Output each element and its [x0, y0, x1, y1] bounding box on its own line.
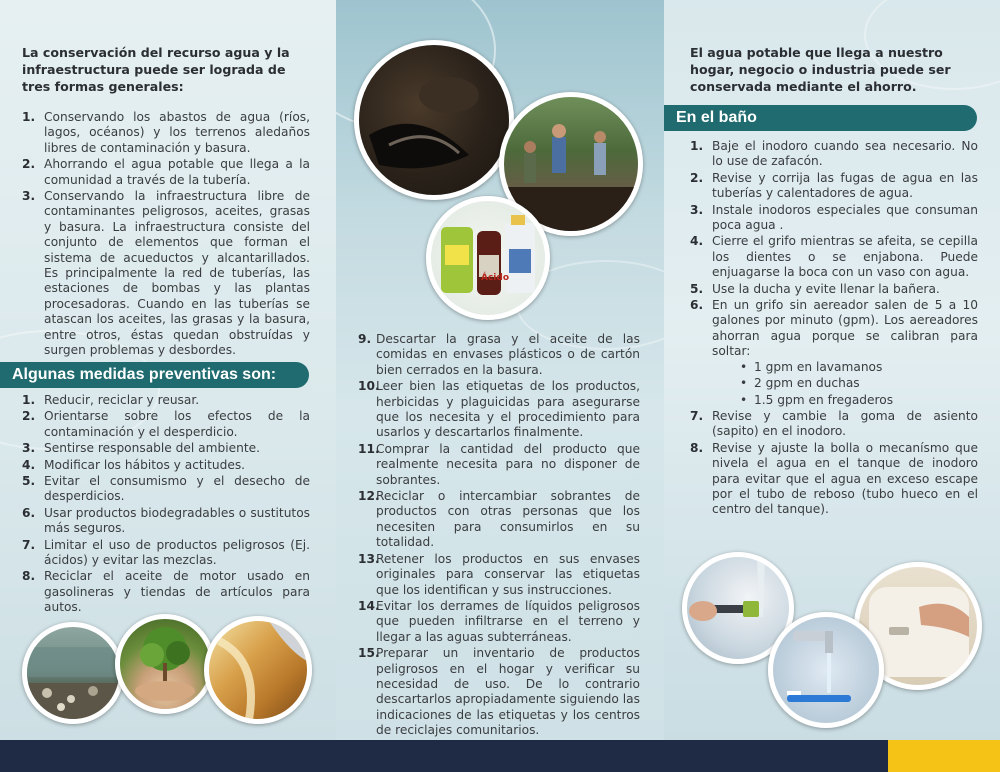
intro-text: La conservación del recurso agua y la infraestructura puede ser lograda de tres formas generales: [22, 45, 290, 94]
intro-text: El agua potable que llega a nuestro hogar, negocio o industria puede ser conservada mediante el ahorro. [690, 45, 951, 94]
list-item: 8. Reciclar el aceite de motor usado en gasolineras y tiendas de artículos para autos. [22, 569, 310, 615]
list-item: 3. Sentirse responsable del ambiente. [22, 441, 261, 456]
list-item: 11. Comprar la cantidad del producto que realmente necesita para no disponer de sobrantes. [358, 441, 640, 487]
list-item: 9. Descartar la grasa y el aceite de las comidas en envases plásticos o de cartón bien cerrados en la basura. [358, 332, 640, 377]
measures-heading: Algunas medidas preventivas son: [0, 362, 309, 388]
faucet-toothbrush-photo [768, 612, 884, 728]
list-item: 1. Conservando los abastos de agua (ríos, lagos, océanos) y los terrenos aledaños libres de contaminación y basura. [22, 110, 310, 155]
bathroom-tips-list [690, 139, 978, 519]
list-item: 3. Conservando la infraestructura libre de contaminantes peligrosos, aceites, grasas y basura. La infraestructura consiste del conjunto de elementos que forman el sistema de acueductos y alcantarillados. Es principalmente la red de tuberías, las estaciones de bombas y las plantas procesadoras. Cuando en las tuberías se atascan los aceites, las grasas y la basura, entre otros, éstas quedan obstruídas y surgen problemas y desbordes. [22, 189, 310, 358]
list-item: 2. Orientarse sobre los efectos de la contaminación y el desperdicio. [22, 409, 310, 439]
gpm-list [712, 360, 978, 408]
list-item: 7. Limitar el uso de productos peligrosos (Ej. ácidos) y evitar las mezclas. [22, 537, 310, 568]
footer-bar [0, 740, 1000, 772]
tree-in-hands-photo [115, 614, 215, 714]
list-item: 2. Ahorrando el agua potable que llega a la comunidad a través de la tubería. [22, 157, 310, 187]
list-item: 4. Modificar los hábitos y actitudes. [22, 457, 246, 472]
list-item: 5. Evitar el consumismo y el desecho de desperdicios. [22, 474, 310, 504]
bathroom-heading: En el baño [664, 105, 977, 131]
list-item: 12. Reciclar o intercambiar sobrantes de productos con otras personas que los necesiten para consumirlos en su totalidad. [358, 489, 640, 550]
conservation-forms-list [22, 110, 310, 360]
preventive-measures-list-continued [358, 332, 640, 740]
list-item: 7. Revise y cambie la goma de asiento (sapito) en el inodoro. [690, 408, 978, 439]
list-item: 4. Cierre el grifo mientras se afeita, se cepilla los dientes o se enjabona. Puede enjuagarse la boca con un vaso con agua. [690, 234, 978, 280]
list-item: 5. Use la ducha y evite llenar la bañera. [690, 281, 940, 296]
list-item: 10. Leer bien las etiquetas de los productos, herbicidas y plaguicidas para asegurarse que los necesita y el procedimiento para usarlos y descartarlos finalmente. [358, 379, 640, 440]
panel-right [664, 0, 1000, 740]
list-item: 6. Usar productos biodegradables o sustitutos más seguros. [22, 505, 310, 536]
list-item: 8. Revise y ajuste la bolla o mecanísmo que nivela el agua en el tanque de inodoro para evitar que el agua en exceso escape por el tubo de reboso (tubo hueco en el centro del tanque). [690, 440, 978, 517]
motor-oil-photo [204, 616, 312, 724]
list-item: 1. Baje el inodoro cuando sea necesario. No lo use de zafacón. [690, 139, 978, 169]
clogged-sewer-photo [354, 40, 514, 200]
gpm-item: • 2 gpm en duchas [740, 376, 978, 391]
polluted-river-photo [22, 622, 124, 724]
list-item: 15. Preparar un inventario de productos peligrosos en el hogar y verificar su necesidad de uso. De lo contrario descartarlos apropiadamente siguiendo las indicaciones de las etiquetas y los centros de reciclajes comunitarios. [358, 646, 640, 738]
gpm-item: • 1.5 gpm en fregaderos [740, 393, 978, 408]
list-item: 1. Reducir, reciclar y reusar. [22, 393, 200, 407]
chemical-bottles-photo [426, 196, 550, 320]
preventive-measures-list [22, 393, 310, 617]
list-item: 2. Revise y corrija las fugas de agua en las tuberías y calentadores de agua. [690, 170, 978, 201]
list-item: 6. En un grifo sin aereador salen de 5 a 10 galones por minuto (gpm). Los aereadores ahorran agua porque se calibran para soltar: • 1 gpm en lavamanos • 2 gpm en duchas • 1.5 gpm en fregaderos [690, 298, 978, 408]
list-item: 3. Instale inodoros especiales que consuman poca agua . [690, 202, 978, 233]
list-item: 14. Evitar los derrames de líquidos peligrosos que pueden infiltrarse en el terreno y llegar a las aguas subterráneas. [358, 598, 640, 644]
panel-left [0, 0, 336, 740]
list-item: 13. Retener los productos en sus envases originales para conservar las etiquetas que los identifican y sus instrucciones. [358, 551, 640, 597]
bottle-label: Ácido [481, 273, 510, 283]
footer-accent [888, 740, 1000, 772]
panel-middle [336, 0, 664, 740]
gpm-item: • 1 gpm en lavamanos [740, 360, 978, 375]
